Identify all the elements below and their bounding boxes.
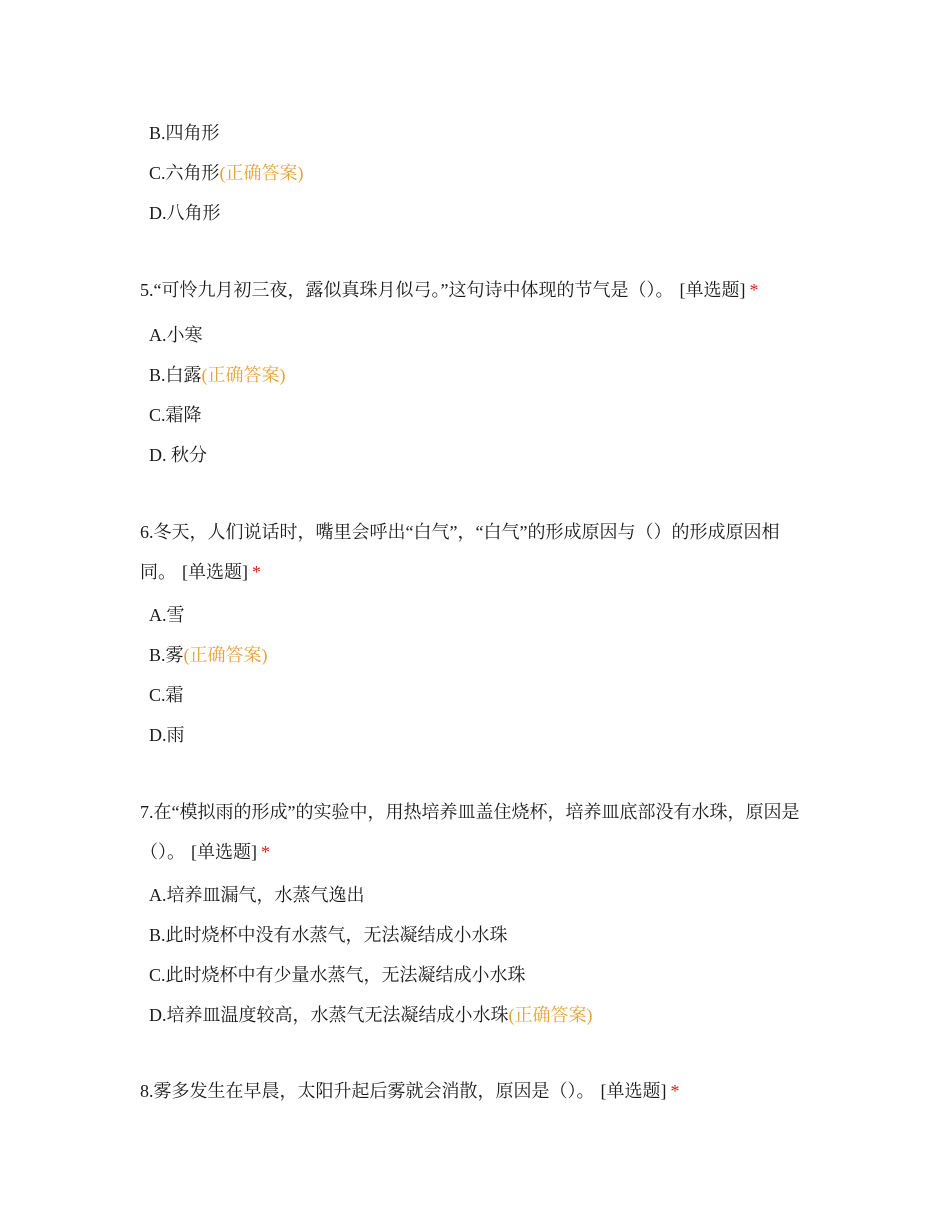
required-marker: *: [670, 1081, 680, 1101]
required-marker: *: [252, 562, 261, 582]
question-type: [单选题]: [600, 1081, 667, 1101]
q5-option-d: [149, 435, 286, 475]
correct-answer-marker: (正确答案): [219, 163, 304, 183]
q7-option-b: [149, 915, 593, 955]
q5-options: [149, 315, 286, 475]
option-label: C.六角形: [149, 163, 220, 183]
q6-options: [149, 595, 268, 755]
q4-option-c: [149, 153, 304, 193]
question-type: [单选题]: [182, 562, 248, 582]
q7-option-d: [149, 995, 593, 1035]
q5-option-a: [149, 315, 286, 355]
question-type: [单选题]: [679, 280, 746, 300]
q6-question: [140, 512, 810, 592]
q5-question: [140, 270, 810, 310]
option-label: D.培养皿温度较高，水蒸气无法凝结成小水珠: [149, 1005, 509, 1025]
q6-option-d: [149, 715, 268, 755]
required-marker: *: [749, 280, 759, 300]
option-label: A.雪: [149, 605, 185, 625]
option-label: C.此时烧杯中有少量水蒸气，无法凝结成小水珠: [149, 965, 526, 985]
q5-option-c: [149, 395, 286, 435]
correct-answer-marker: (正确答案): [508, 1005, 593, 1025]
q7-option-a: [149, 875, 593, 915]
question-text: 8.雾多发生在早晨，太阳升起后雾就会消散，原因是（）。: [140, 1081, 595, 1101]
question-text: 7.在“模拟雨的形成”的实验中，用热培养皿盖住烧杯，培养皿底部没有水珠，原因是（）。: [140, 802, 800, 862]
option-label: D.八角形: [149, 203, 221, 223]
question-text: 6.冬天，人们说话时，嘴里会呼出“白气”，“白气”的形成原因与（）的形成原因相同。: [140, 522, 780, 582]
q7-question: [140, 792, 810, 872]
q6-option-b: [149, 635, 268, 675]
correct-answer-marker: (正确答案): [183, 645, 268, 665]
option-label: B.白露: [149, 365, 202, 385]
option-label: A.培养皿漏气，水蒸气逸出: [149, 885, 365, 905]
q6-option-a: [149, 595, 268, 635]
option-label: C.霜: [149, 685, 184, 705]
question-text: 5.“可怜九月初三夜，露似真珠月似弓。”这句诗中体现的节气是（）。: [140, 280, 674, 300]
q7-option-c: [149, 955, 593, 995]
q4-options: [149, 113, 304, 233]
q7-options: [149, 875, 593, 1035]
option-label: D. 秋分: [149, 445, 207, 465]
option-label: B.四角形: [149, 123, 220, 143]
correct-answer-marker: (正确答案): [201, 365, 286, 385]
q5-option-b: [149, 355, 286, 395]
option-label: C.霜降: [149, 405, 202, 425]
option-label: B.雾: [149, 645, 184, 665]
q6-option-c: [149, 675, 268, 715]
option-label: A.小寒: [149, 325, 203, 345]
q4-option-b: [149, 113, 304, 153]
required-marker: *: [261, 842, 270, 862]
option-label: D.雨: [149, 725, 185, 745]
question-type: [单选题]: [191, 842, 257, 862]
q8-question: [140, 1071, 810, 1111]
q4-option-d: [149, 193, 304, 233]
option-label: B.此时烧杯中没有水蒸气，无法凝结成小水珠: [149, 925, 508, 945]
